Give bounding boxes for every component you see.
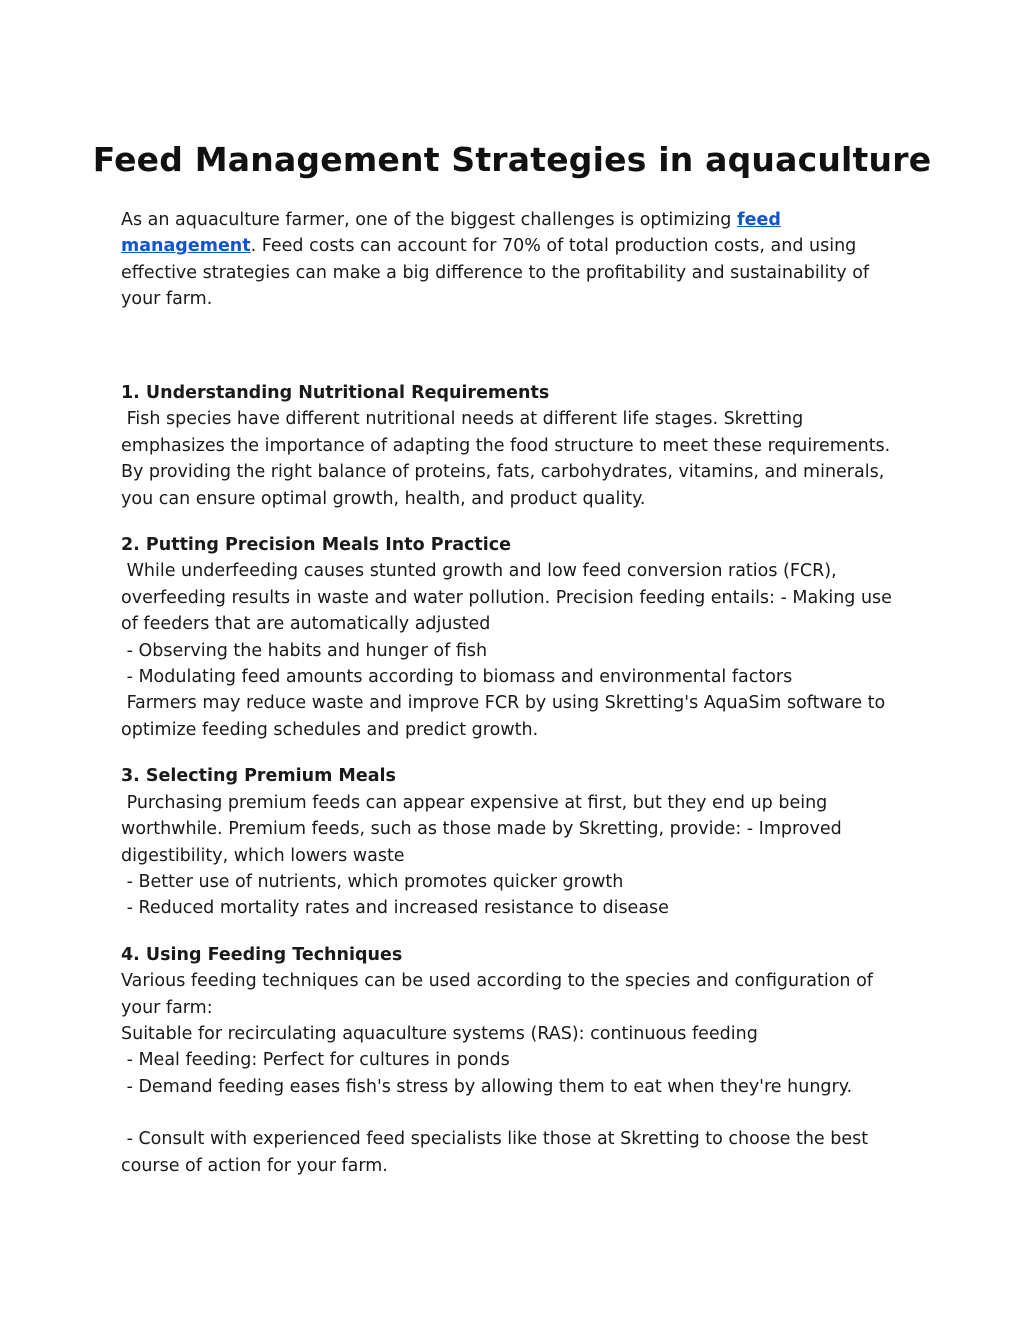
section-line: - Modulating feed amounts according to biomass and environmental factors — [121, 667, 793, 688]
section-heading: 1. Understanding Nutritional Requirements — [121, 383, 550, 403]
page-title: Feed Management Strategies in aquaculture — [92, 140, 932, 179]
section-body: While underfeeding causes stunted growth and low feed conversion ratios (FCR), overfeeding results in waste and water pollution. Precision feeding entails: - Making use of feeders that are automatically adjusted — [121, 561, 898, 635]
section-body: Various feeding techniques can be used according to the species and configuration of your farm: — [121, 971, 879, 1018]
feed-management-link[interactable]: feed management — [121, 210, 781, 257]
section-body: Fish species have different nutritional needs at different life stages. Skretting emphasizes the importance of adapting the food structure to meet these requirements. By providing the right balance of proteins, fats, carbohydrates, vitamins, and minerals, you can ensure optimal growth, health, and product quality. — [121, 409, 896, 509]
section-line: Farmers may reduce waste and improve FCR by using Skretting's AquaSim software to optimize feeding schedules and predict growth. — [121, 693, 891, 740]
section-line: - Better use of nutrients, which promotes quicker growth — [121, 871, 624, 892]
section-line: - Reduced mortality rates and increased resistance to disease — [121, 898, 669, 919]
section-feeding-techniques — [121, 942, 911, 1179]
section-heading: 2. Putting Precision Meals Into Practice — [121, 535, 511, 556]
section-precision-meals — [121, 532, 911, 743]
section-closing: - Consult with experienced feed specialists like those at Skretting to choose the best course of action for your farm. — [121, 1129, 874, 1176]
intro-text-after-link: . Feed costs can account for 70% of total production costs, and using effective strategies can make a big difference to the profitability and sustainability of your farm. — [121, 236, 870, 310]
section-heading: 3. Selecting Premium Meals — [121, 766, 396, 787]
intro-text — [121, 207, 911, 313]
section-premium-meals — [121, 763, 911, 921]
intro-paragraph — [121, 207, 911, 313]
section-nutritional-requirements — [121, 380, 911, 512]
section-line: Suitable for recirculating aquaculture systems (RAS): continuous feeding — [121, 1023, 758, 1044]
section-body: Purchasing premium feeds can appear expensive at first, but they end up being worthwhile. Premium feeds, such as those made by Skretting, provide: - Improved digestibility, which lowers waste — [121, 792, 848, 866]
intro-text-before-link: As an aquaculture farmer, one of the biggest challenges is optimizing — [121, 210, 737, 230]
section-heading: 4. Using Feeding Techniques — [121, 944, 403, 965]
sections-container — [121, 380, 911, 1199]
section-line: - Meal feeding: Perfect for cultures in ponds — [121, 1050, 510, 1071]
section-line: - Observing the habits and hunger of fish — [121, 640, 488, 661]
paragraph-gap — [121, 1100, 911, 1126]
section-line: - Demand feeding eases fish's stress by allowing them to eat when they're hungry. — [121, 1076, 853, 1097]
